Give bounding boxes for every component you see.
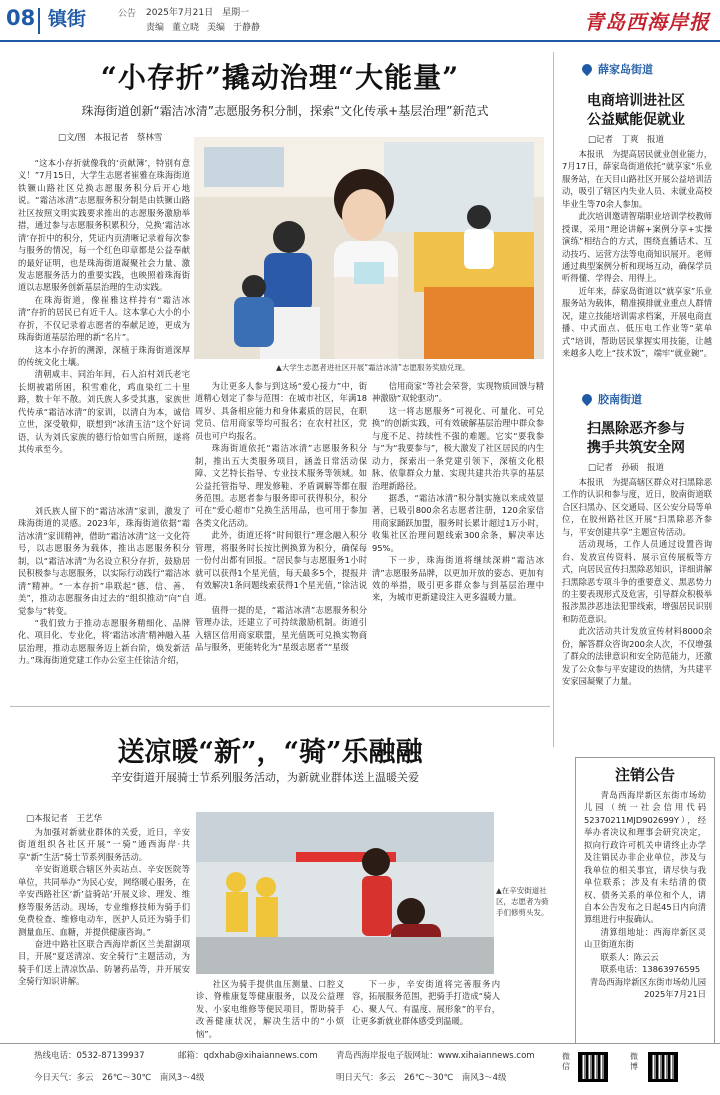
story2-byline: □本报记者 王艺华: [26, 814, 103, 824]
notice-signer: 青岛西海岸新区东街市场幼儿园: [589, 976, 706, 987]
side1-body: 本报讯 为提高居民就业创业能力，7月17日，薛家岛街道依托“就享家”乐业服务站，在天目山路社区开展公益培训活动，吸引了辖区内失业人员、未就业高校毕业生等70余人参加。 此次培训邀请智瑞职业培训学校教师授课，采用“理论讲解+案例分享+实操演练”相结合的方式，围绕直播话术、互动技巧、运营方法等电商知识展开。老师通过典型案例分析和现场互动，确保学员听得懂、学得会、用得上。 近年来，薛家岛街道以“就享家”乐业服务站为载体，精准摸排就业重点人群情况，建立技能培训需求档案，开展电商直播、中式面点、低压电工作业等“菜单式”培训，帮助居民掌握实用技能，让越来越多人吃上“技术饭”，端牢“就业碗”。: [562, 149, 712, 358]
location-pin-icon: [580, 62, 594, 76]
story2-column-1: 为加强对新就业群体的关爱，近日，辛安街道组织各社区开展“一骑”通西海岸·共享“新”生活”骑士节系列服务活动。 辛安街道联合辖区外卖站点、辛安医院等单位，共同举办“为民心安，网络暖心服务，在辛安西路社区‘新’益骑站’开展义诊、理发、维修等服务活动。现场，专业维修技师为骑手们免费检查、维修电动车，医护人员还为骑手们测量血压、血糖，并提供健康咨询。” 奋进中路社区联合西海岸新区兰美甜湖项目，开展“夏送清凉、安全骑行”主题活动，为骑手们送上清凉饮品、防暑药品等，并开展安全骑行知识讲解。: [18, 827, 190, 987]
story1-subtitle: 珠海街道创新“霜洁冰清”志愿服务积分制，探索“文化传承+基层治理”新范式: [81, 104, 489, 118]
section-divider: [10, 706, 550, 707]
side2-location: 胶南街道: [582, 392, 642, 408]
section-tag: 公告: [118, 9, 137, 19]
story1-title: “小存折”撬动治理“大能量”: [100, 61, 460, 94]
story1-photo: [194, 137, 544, 359]
divider: [38, 8, 40, 34]
qr-label-wechat: 微信: [562, 1052, 570, 1071]
story1-column-1: “这本小存折就像我的‘贡献簿’，特别有意义！”7月15日，大学生志愿者崔雅在珠海街道铁镢山路社区兑换志愿服务积分后开心地说。“霜洁冰清”志愿服务积分制是由铁镢山路社区按照文明实践要求推出的志愿服务激励举措，通过参与志愿服务积累积分，兑换‘霜洁冰清’存折中的积分，凭证内页清晰记录着每次参与服务的情况，每一个红色印章都是公益奉献的最好证明，也是珠海街道凝聚社会力量、激发志愿服务活力的重要实践，也映照着珠海街道以志愿服务创新基层治理的生动实践。 在珠海街道，像崔雅这样持有“霜洁冰清”存折的居民已有近千人。这本掌心大小的小存折，不仅记录着志愿者的奉献足迹，更成为珠海街道基层治理的新“名片”。 这本小存折的溯源，深植于珠海街道深厚的传统文化土壤。 清朝咸丰、同治年间，石人泊村刘氏老宅长期被霜所困，积雪难化，鸡血染红二十里路，数十年不散。刘氏族人多受其惠，家族世代传承“霜洁冰清”的家训，以清白为本，诚信立世，深受敬仰，联想到“冰清玉洁”这个好词语，认为刘氏家族的德行恰如雪白所照，遂将其传承至今。: [18, 158, 190, 455]
story2-title: 送凉暖“新”，“骑”乐融融: [117, 737, 423, 768]
story1-byline: □文/图 本报记者 蔡林雪: [58, 133, 163, 143]
page-footer: [0, 1043, 720, 1095]
story1-column-4: 信用商家”等社会荣誉，实现物质回馈与精神激励“双轮驱动”。 这一将志愿服务“可视化、可量化、可兑换”的创新实践，可有效破解基层治理中群众参与度不足、持续性不强的难题。它实“要我参与”为“我要参与”，极大激发了社区居民的内生动力，探索出一条党建引领下，深植文化根脉、依靠群众力量、实现共建共治共享的基层治理新路径。 据悉，“霜洁冰清”积分制实施以来成效显著，已吸引800余名志愿者注册，120余家信用商家踊跃加盟，服务时长累计超过1万小时，收集社区治理问题线索300余条，解决率达95%。 下一步，珠海街道将继续深耕“霜洁冰清”志愿服务品牌，以更加开放的姿态、更加有效的举措，吸引更多群众参与到基层治理中来，为城市更新建设注入更多温暖力量。: [372, 381, 544, 603]
story2-photo-caption: ▲在辛安街道社区，志愿者为骑手们修剪头发。: [496, 886, 549, 918]
notice-date: 2025年7月21日: [644, 989, 706, 999]
story1-photo-caption: ▲大学生志愿者进社区开展“霜洁冰清”志愿服务奖励兑现。: [276, 363, 470, 372]
paper-logo: 青岛西海岸报: [584, 10, 710, 34]
hotline: 热线电话：0532-87139937: [34, 1051, 145, 1061]
side2-body: 本报讯 为提高辖区群众对扫黑除恶工作的认识和参与度，近日，胶南街道联合区扫黑办、区交通局、区公安分局等单位，在胶州路社区开展“扫黑除恶齐参与，平安创建共享”主题宣传活动。 活动现场，工作人员通过设置咨询台、发放宣传资料、展示宣传展板等方式，向居民宣传扫黑除恶知识，详细讲解扫黑除恶专项斗争的重要意义、黑恶势力的主要表现形式及危害，引导群众积极举报涉黑涉恶违法犯罪线索，增强居民识别和防范意识。 此次活动共计发放宣传材料8000余份，解答群众咨询200余人次，不仅增强了群众的法律意识和安全防范能力，还激发了公众参与平安建设的热情，为共建平安家园凝聚了力量。: [562, 477, 712, 686]
email: 邮箱：qdxhab@xihaiannews.com: [178, 1051, 318, 1061]
side2-byline: □记者 孙硕 报道: [588, 463, 665, 473]
weather-tomorrow: 明日天气：多云 26℃～30℃ 南风3～4级: [336, 1073, 507, 1083]
story2-subtitle: 辛安街道开展骑士节系列服务活动，为新就业群体送上温暖关爱: [111, 771, 419, 784]
website: 青岛西海岸报电子版网址：www.xihaiannews.com: [336, 1051, 535, 1061]
side1-byline: □记者 丁爽 报道: [588, 135, 665, 145]
qr-label-weibo: 微博: [630, 1052, 638, 1071]
sidebar-divider: [553, 52, 554, 747]
issue-date: 2025年7月21日 星期一: [146, 8, 250, 18]
qr-code-wechat: [578, 1052, 608, 1082]
notice-box: 注销公告 青岛西海岸新区东街市场幼儿园（统一社会信用代码52370211MJD902699Y），经举办者决议和理事会研究决定，拟向行政许可机关申请终止办学及注销民办非企业单位，涉及与我单位的相关事宜，请尽快与我单位联系；涉及有未结清的债权、债务关系的单位和个人，请自本公告发布之日起45日内向清算组进行申报确认。 清算组地址：西海岸新区灵山卫街道东街 联系人：陈云云 联系电话：13863976595 青岛西海岸新区东街市场幼儿园 2025年7月21日: [575, 757, 715, 1044]
side1-title: 电商培训进社区 公益赋能促就业: [587, 93, 685, 128]
side2-title: 扫黑除恶齐参与 携手共筑安全网: [587, 421, 685, 456]
side1-location: 薛家岛街道: [582, 62, 653, 78]
story2-column-3: 下一步，辛安街道将完善服务内容，拓展服务范围，把骑手打造成“骑人心、聚人气、有温度、展形象”的平台，让更多新就业群体感受到温暖。: [352, 979, 500, 1027]
story2-photo: [196, 812, 494, 974]
page-number: 08: [6, 6, 36, 30]
qr-code-weibo: [648, 1052, 678, 1082]
location-pin-icon: [580, 392, 594, 406]
notice-title: 注销公告: [614, 766, 675, 784]
story1-column-2: 刘氏族人留下的“霜洁冰清”家训，激发了珠海街道的灵感。2023年，珠海街道依据“霜洁冰清”家训精神，借助“霜洁冰清”这一文化符号，以志愿服务为载体，推出志愿服务积分制，以“霜洁冰清”为名设立积分存折，鼓励居民积极参与志愿服务，以实际行动践行“霜洁冰清”精神。“一本存折”串联起“德、信、善、美”，推动志愿服务由过去的“组织推动”向“自觉参与”转变。 “我们致力于推动志愿服务精细化、品牌化、项目化、专业化，将‘霜洁冰清’精神融入基层治理，推动志愿服务迈上新台阶，焕发新活力。”珠海街道党建工作办公室主任徐洁介绍，: [18, 505, 190, 695]
story2-column-2: 社区为骑手提供血压测量、口腔义诊、脊椎康复等健康服务，以及公益理发、小家电维修等便民项目，帮助骑手改善健康状况，解决生活中的“小烦恼”。: [196, 979, 344, 1039]
editors: 责编 董立晓 美编 于静静: [146, 23, 261, 33]
story1-column-3: 为让更多人参与到这场“爱心接力”中，街道精心划定了参与范围：在城市社区，年满18周岁、具备相应能力和身体素质的居民，在职党员、信用商家等均可报名；在农村社区，党员也可户均报名。 珠海街道依托“霜洁冰清”志愿服务积分制，推出五大类服务项目，涵盖日常活动保障、文艺特长指导、专业技术服务等领域。如公益托管指导、理发修鞋、矛盾调解等都在服务范围。志愿者参与服务即可获得积分，积分可在“爱心超市”兑换生活用品，也可用于参加各类文化活动。 此外，街道还将“时间银行”理念融入积分管理，将服务时长按比例换算为积分，确保每一份付出都有回报。“居民参与志愿服务1小时就可以获得1个星光值，每天最多5个，提报并有效解决1条问题线索获得1个星光值，”徐洁说道。 值得一提的是，“霜洁冰清”志愿服务积分管理办法，还建立了可持续激励机制。街道引入辖区信用商家联盟，星光值既可兑换实物商品与服务，更能转化为“星级志愿者”“星级: [195, 381, 367, 653]
notice-body: 青岛西海岸新区东街市场幼儿园（统一社会信用代码52370211MJD902699Y），经举办者决议和理事会研究决定，拟向行政许可机关申请终止办学及注销民办非企业单位，涉及与我单位的相关事宜，请尽快与我单位联系；涉及有未结清的债权、债务关系的单位和个人，请自本公告发布之日起45日内向清算组进行申报确认。: [584, 790, 706, 925]
weather-today: 今日天气：多云 26℃～30℃ 南风3～4级: [34, 1073, 205, 1083]
section-name: 镇街: [48, 8, 87, 30]
